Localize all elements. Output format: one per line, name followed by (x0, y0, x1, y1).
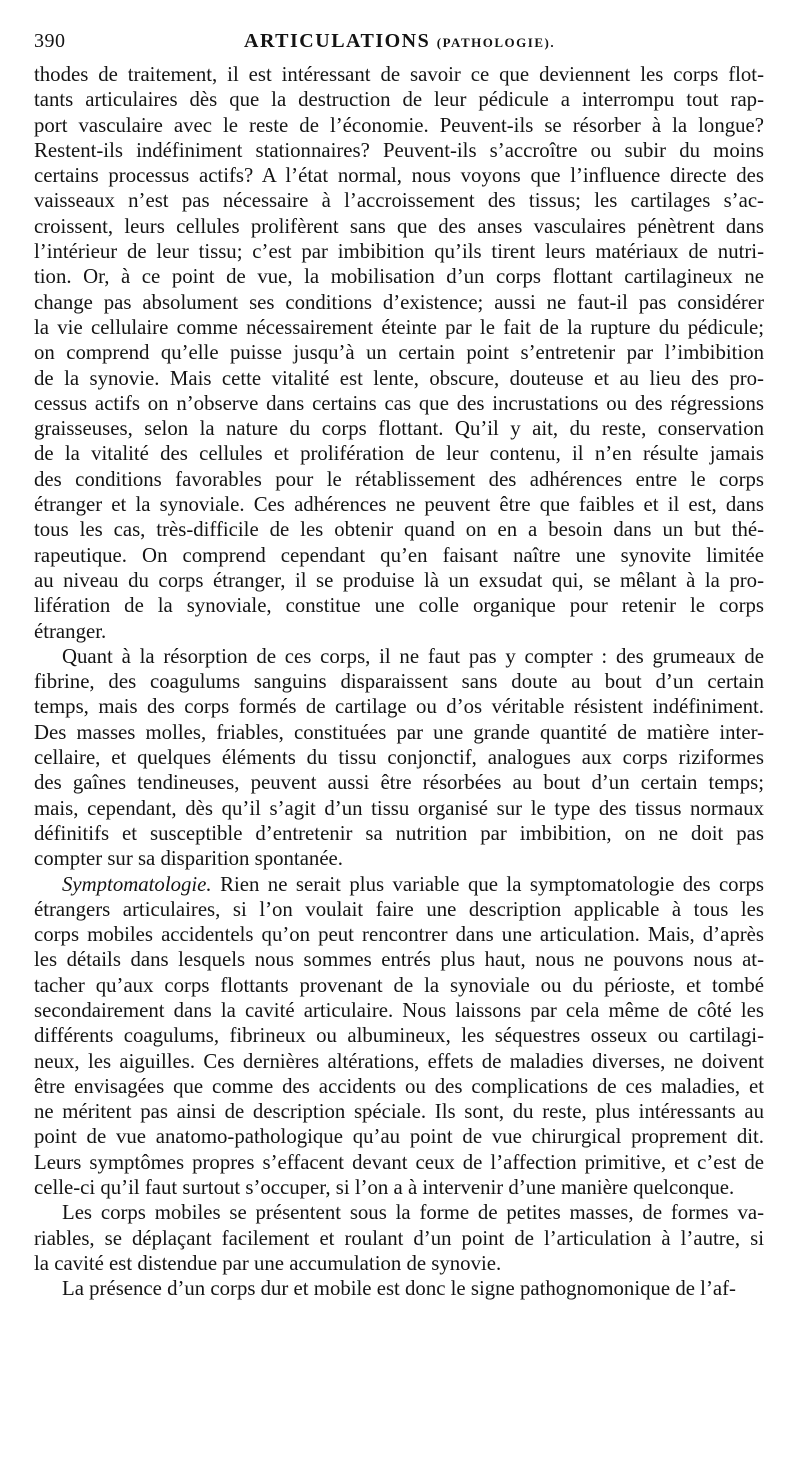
text-line: la vie cellulaire comme nécessairement éteinte par le fait de la rupture du pédicule; (34, 315, 764, 339)
text-line: des gaînes tendineuses, peuvent aussi être résorbées au bout d’un certain temps; (34, 771, 764, 795)
text-line: différents coagulums, fibrineux ou albumineux, les séquestres osseux ou cartilagi- (34, 1024, 764, 1048)
running-title-sub: (PATHOLOGIE). (436, 35, 556, 50)
text-line: au niveau du corps étranger, il se produise là un exsudat qui, se mêlant à la pro- (34, 568, 764, 592)
page-number: 390 (34, 30, 66, 52)
text-line: vaisseaux n’est pas nécessaire à l’accroissement des tissus; les cartilages s’ac- (34, 189, 764, 213)
text-line: mais, cependant, dès qu’il s’agit d’un tissu organisé sur le type des tissus normaux (34, 796, 764, 820)
text-line: La présence d’un corps dur et mobile est donc le signe pathognomonique de l’af- (62, 1277, 736, 1301)
text-line: point de vue anatomo-pathologique qu’au point de vue chirurgical proprement dit. (34, 1125, 764, 1149)
text-line: étrangers articulaires, si l’on voulait faire une description applicable à tous les (34, 897, 764, 921)
text-line: lifération de la synoviale, constitue une colle organique pour retenir le corps (34, 594, 764, 618)
text-line: tion. Or, à ce point de vue, la mobilisation d’un corps flottant cartilagineux ne (34, 265, 764, 289)
running-header (34, 30, 764, 58)
text-line: celle-ci qu’il faut surtout s’occuper, si l’on a à intervenir d’une manière quelconque. (34, 1176, 735, 1200)
text-line: port vasculaire avec le reste de l’économie. Peuvent-ils se résorber à la longue? (34, 113, 764, 137)
text-line: corps mobiles accidentels qu’on peut rencontrer dans une articulation. Mais, d’après (34, 923, 764, 947)
text-line: thodes de traitement, il est intéressant de savoir ce que deviennent les corps flot- (34, 63, 764, 86)
text-line: fibrine, des coagulums sanguins disparaissent sans doute au bout d’un certain (34, 670, 764, 694)
text-line: riables, se déplaçant facilement et roulant d’un point de l’articulation à l’autre, si (34, 1226, 764, 1250)
text-line: on comprend qu’elle puisse jusqu’à un certain point s’entretenir par l’imbibition (34, 341, 764, 365)
text-line: des conditions favorables pour le rétablissement des adhérences entre le corps (34, 467, 764, 491)
line-text: Rien ne serait plus variable que la symptomatologie des corps (211, 872, 764, 896)
text-line: compter sur sa disparition spontanée. (34, 847, 343, 871)
text-line: tants articulaires dès que la destruction de leur pédicule a interrompu tout rap- (34, 88, 764, 112)
text-line: étranger et la synoviale. Ces adhérences ne peuvent être que faibles et il est, dans (34, 493, 764, 517)
text-line: les détails dans lesquels nous sommes entrés plus haut, nous ne pouvons nous at- (34, 948, 764, 972)
text-line: l’intérieur de leur tissu; c’est par imbibition qu’ils tirent leurs matériaux de nutri- (34, 240, 764, 264)
text-line: de la vitalité des cellules et prolifération de leur contenu, il n’en résulte jamais (34, 442, 764, 466)
text-line: Restent-ils indéfiniment stationnaires? Peuvent-ils s’accroître ou subir du moins (34, 138, 764, 162)
text-line: Leurs symptômes propres s’effacent devant ceux de l’affection primitive, et c’est de (34, 1150, 764, 1174)
text-line: ne méritent pas ainsi de description spéciale. Ils sont, du reste, plus intéressants au (34, 1100, 764, 1124)
body-text (34, 62, 764, 1302)
text-line: Les corps mobiles se présentent sous la forme de petites masses, de formes va- (62, 1201, 764, 1225)
section-heading: Symptomatologie. (62, 872, 212, 896)
text-line: temps, mais des corps formés de cartilage ou d’os véritable résistent indéfiniment. (34, 695, 764, 719)
running-title-main: ARTICULATIONS (244, 30, 431, 52)
text-line: cessus actifs on n’observe dans certains cas que des incrustations ou des régressions (34, 391, 764, 415)
text-line: cellaire, et quelques éléments du tissu conjonctif, analogues aux corps riziformes (34, 746, 764, 770)
text-line: être envisagées que comme des accidents ou des complications de ces maladies, et (34, 1074, 764, 1098)
text-line: tacher qu’aux corps flottants provenant de la synoviale ou du périoste, et tombé (34, 973, 764, 997)
running-title (244, 30, 555, 53)
text-line: secondairement dans la cavité articulaire. Nous laissons par cela même de côté les (34, 998, 764, 1022)
text-line: graisseuses, selon la nature du corps flottant. Qu’il y ait, du reste, conservation (34, 417, 764, 441)
text-line: croissent, leurs cellules prolifèrent sans que des anses vasculaires pénètrent dans (34, 214, 764, 238)
text-line: Des masses molles, friables, constituées par une grande quantité de matière inter- (34, 720, 764, 744)
text-line: certains processus actifs? A l’état normal, nous voyons que l’influence directe des (34, 164, 764, 188)
text-line: neux, les aiguilles. Ces dernières altérations, effets de maladies diverses, ne doivent (34, 1049, 764, 1073)
text-line: change pas absolument ses conditions d’existence; aussi ne faut-il pas considérer (34, 290, 764, 314)
text-line (34, 872, 764, 897)
text-line: la cavité est distendue par une accumulation de synovie. (34, 1251, 502, 1275)
text-line: rapeutique. On comprend cependant qu’en faisant naître une synovite limitée (34, 543, 764, 567)
text-line: étranger. (34, 619, 107, 643)
text-line: de la synovie. Mais cette vitalité est lente, obscure, douteuse et au lieu des pro- (34, 366, 764, 390)
text-line: tous les cas, très-difficile de les obtenir quand on en a besoin dans un but thé- (34, 518, 764, 542)
text-line: définitifs et susceptible d’entretenir sa nutrition par imbibition, on ne doit pas (34, 821, 764, 845)
text-line: Quant à la résorption de ces corps, il ne faut pas y compter : des grumeaux de (62, 644, 764, 668)
